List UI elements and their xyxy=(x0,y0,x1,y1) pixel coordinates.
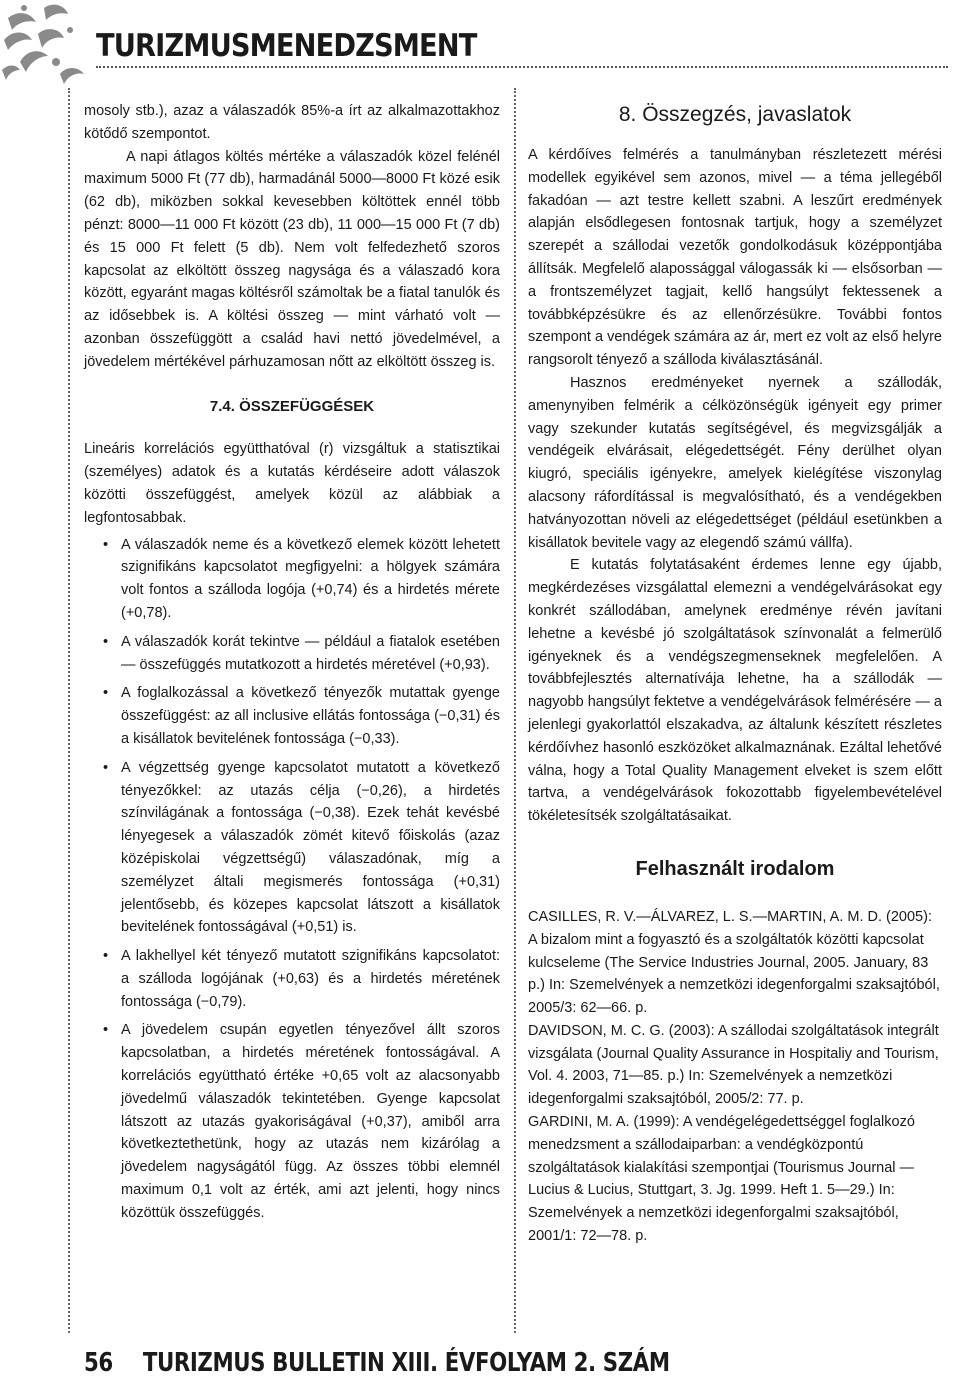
bullet-icon: • xyxy=(103,685,109,702)
left-column xyxy=(84,100,500,1231)
column-divider xyxy=(514,88,516,1333)
paragraph: Lineáris korrelációs együtthatóval (r) vizsgáltuk a statisztikai (személyes) adatok és a kutatás kérdéseire adott válaszok közötti összefüggést, amelyek közül az alábbiak a legfontosabbak. xyxy=(84,441,500,526)
references-heading: Felhasznált irodalom xyxy=(635,857,835,880)
header-divider xyxy=(96,66,948,68)
list-item xyxy=(84,534,500,625)
list-item xyxy=(84,631,500,677)
paragraph: A napi átlagos költés mértéke a válaszadók közel felénél maximum 5000 Ft (77 db), harmadánál 5000—8000 Ft közé esik (62 db), miközben sokkal kevesebben költöttek ennél több pénzt: 8000—11 000 Ft között (23 db), 11 000—15 000 Ft (7 db) és 15 000 Ft felett (5 db). Nem volt felfedezhető szoros kapcsolat az elköltött összeg nagysága és a válaszadó kora között, egyaránt magas költésről számoltak be a fiatal tanulók és az idősebbek is. A költési összeg — mint várható volt — azonban összefüggött a család havi nettó jövedelmével, a jövedelem mértékével párhuzamosan nőtt az elköltött összeg is. xyxy=(84,148,500,370)
list-item xyxy=(84,682,500,750)
list-item xyxy=(84,757,500,939)
bullet-icon: • xyxy=(103,1022,109,1039)
list-item xyxy=(84,1019,500,1224)
decorative-ornament-icon xyxy=(0,0,92,90)
reference-entry: CASILLES, R. V.—ÁLVAREZ, L. S.—MARTIN, A. M. D. (2005): A bizalom mint a fogyasztó és a szolgáltatók közötti kapcsolat kulcseleme (The Service Industries Journal, 2005. January, 83 p.) In: Szemelvények a nemzetközi idegenforgalmi szaksajtóból, 2005/3: 62—66. p. xyxy=(528,908,940,1017)
list-item xyxy=(84,945,500,1013)
reference-entry: DAVIDSON, M. C. G. (2003): A szállodai szolgáltatások integrált vizsgálata (Journal Quality Assurance in Hospitaliy and Tourism, Vol. 4. 2003, 71—85. p.) In: Szemelvények a nemzetközi idegenforgalmi szaksajtóból, 2005/2: 77. p. xyxy=(528,1022,939,1108)
page-number: 56 xyxy=(84,1348,113,1378)
bullet-icon: • xyxy=(103,536,109,553)
subsection-heading: 7.4. ÖSSZEFÜGGÉSEK xyxy=(209,397,375,415)
publication-name: TURIZMUS BULLETIN XIII. ÉVFOLYAM 2. SZÁM xyxy=(142,1348,670,1378)
paragraph: A kérdőíves felmérés a tanulmányban részletezett mérési modellek egyikével sem azonos, mivel — a téma jellegéből fakadóan — azt testre kellett szabni. A leszűrt eredmények alapján elsődlegesen fontosnak tartjuk, hogy a személyzet szerepét a szállodai vezetők gondolkodásuk középpontjába állítsák. Megfelelő alapossággal válogassák ki — elsősorban — a frontszemélyzet tagjait, kellő hangsúlyt fektessenek a továbbképzésükre és az ellenőrzésükre. További fontos szempont a vendégek számára az ár, mert ez volt az első helyre rangsorolt tényező a szálloda kiválasztásánál. xyxy=(528,147,942,369)
paragraph: E kutatás folytatásaként érdemes lenne egy újabb, megkérdezéses vizsgálattal elemezni a vendégelvárásokat egy konkrét szállodában, amelynek eredménye révén javítani lehetne a kevésbé jó szolgáltatások színvonalát a felmerülő igényeknek és a vendégszegmenseknek megfelelően. A továbbfejlesztés alternatívája lehetne, ha a szállodák — nagyobb hangsúlyt fektetve a vendégelvárások felmérésére — a jelenlegi gyakorlattól elszakadva, az általunk készített részletes kérdőívhez hasonló eszközöket alkalmaznának. Ezáltal lehetővé válna, hogy a Total Quality Management elveket is szem előtt tartva, a vendégelvárások fokozottabb figyelembevételével tökéletesítsék szolgáltatásaikat. xyxy=(528,557,942,825)
list-item-text: A válaszadók korát tekintve — például a fiatalok esetében — összefüggés mutatkozott a hirdetés méretével (+0,93). xyxy=(121,633,500,673)
bullet-icon: • xyxy=(103,633,109,650)
left-margin-divider xyxy=(68,88,70,1333)
list-item-text: A jövedelem csupán egyetlen tényezővel állt szoros kapcsolatban, a hirdetés méretének fontosságával. A korrelációs együttható értéke +0,65 volt az alacsonyabb jövedelmű válaszadók tekintetében. Gyenge kapcsolat látszott az utazás gyakoriságával (+0,37), amiből arra következtethetünk, hogy az utazás nem kizárólag a jövedelem nagyságától függ. Az összes többi elemnél maximum 0,1 volt az érték, ami azt jelenti, hogy nincs közöttük összefüggés. xyxy=(121,1022,500,1221)
bullet-icon: • xyxy=(103,759,109,776)
bullet-icon: • xyxy=(103,948,109,965)
section-heading: 8. Összegzés, javaslatok xyxy=(618,103,852,126)
list-item-text: A válaszadók neme és a következő elemek között lehetett szignifikáns kapcsolatot megfigyelni: a hölgyek számára volt fontos a szálloda logója (+0,74) és a hirdetés mérete (+0,78). xyxy=(121,536,500,621)
list-item-text: A foglalkozással a következő tényezők mutattak gyenge összefüggést: az all inclusive ellátás fontossága (−0,31) és a kisállatok bevitelének fontossága (−0,33). xyxy=(121,685,500,747)
page-footer xyxy=(84,1348,670,1378)
paragraph: mosoly stb.), azaz a válaszadók 85%-a írt az alkalmazottakhoz kötődő szempontot. xyxy=(84,103,500,142)
reference-entry: GARDINI, M. A. (1999): A vendégelégedettséggel foglalkozó menedzsment a szállodaiparban: a vendégközpontú szolgáltatások kialakítási szempontjai (Tourismus Journal — Lucius & Lucius, Stuttgart, 3. Jg. 1999. Heft 1. 5—29.) In: Szemelvények a nemzetközi idegenforgalmi szaksajtóból, 2001/1: 72—78. p. xyxy=(528,1114,915,1245)
right-column xyxy=(528,100,942,1248)
list-item-text: A végzettség gyenge kapcsolatot mutatott a következő tényezőkkel: az utazás célja (−0,26), a hirdetés színvilágának a fontossága (−0,38). Ezek tehát kevésbé lényegesek a válaszadók zömét kitevő főiskolás (azaz középiskolai végzettségű) válaszadónak, míg a személyzet általi megismerés fontossága (+0,31) jelentősebb, és közepes kapcsolat látszott a kisállatok bevitelének fontosságával (+0,51) is. xyxy=(121,759,500,936)
paragraph: Hasznos eredményeket nyernek a szállodák, amenynyiben felmérik a célközönségük igényeit egy primer vagy szekunder kutatás segítségével, és megvizsgálják a vendégeik elvárásait, elégedettségét. Fény derülhet olyan kiugró, speciális igényekre, amelyek kielégítése viszonylag alacsony ráfordítással is megvalósítható, és a vendégekben hatványozottan növeli az elégedettséget (például esetünkben a kisállatok bevitele vagy az elegendő számú vállfa). xyxy=(528,374,942,551)
findings-list xyxy=(84,534,500,1225)
journal-section-title: TURIZMUSMENEDZSMENT xyxy=(96,28,477,64)
list-item-text: A lakhellyel két tényező mutatott szignifikáns kapcsolatot: a szálloda logójának (+0,63) és a hirdetés méretének fontossága (−0,79). xyxy=(121,948,500,1010)
